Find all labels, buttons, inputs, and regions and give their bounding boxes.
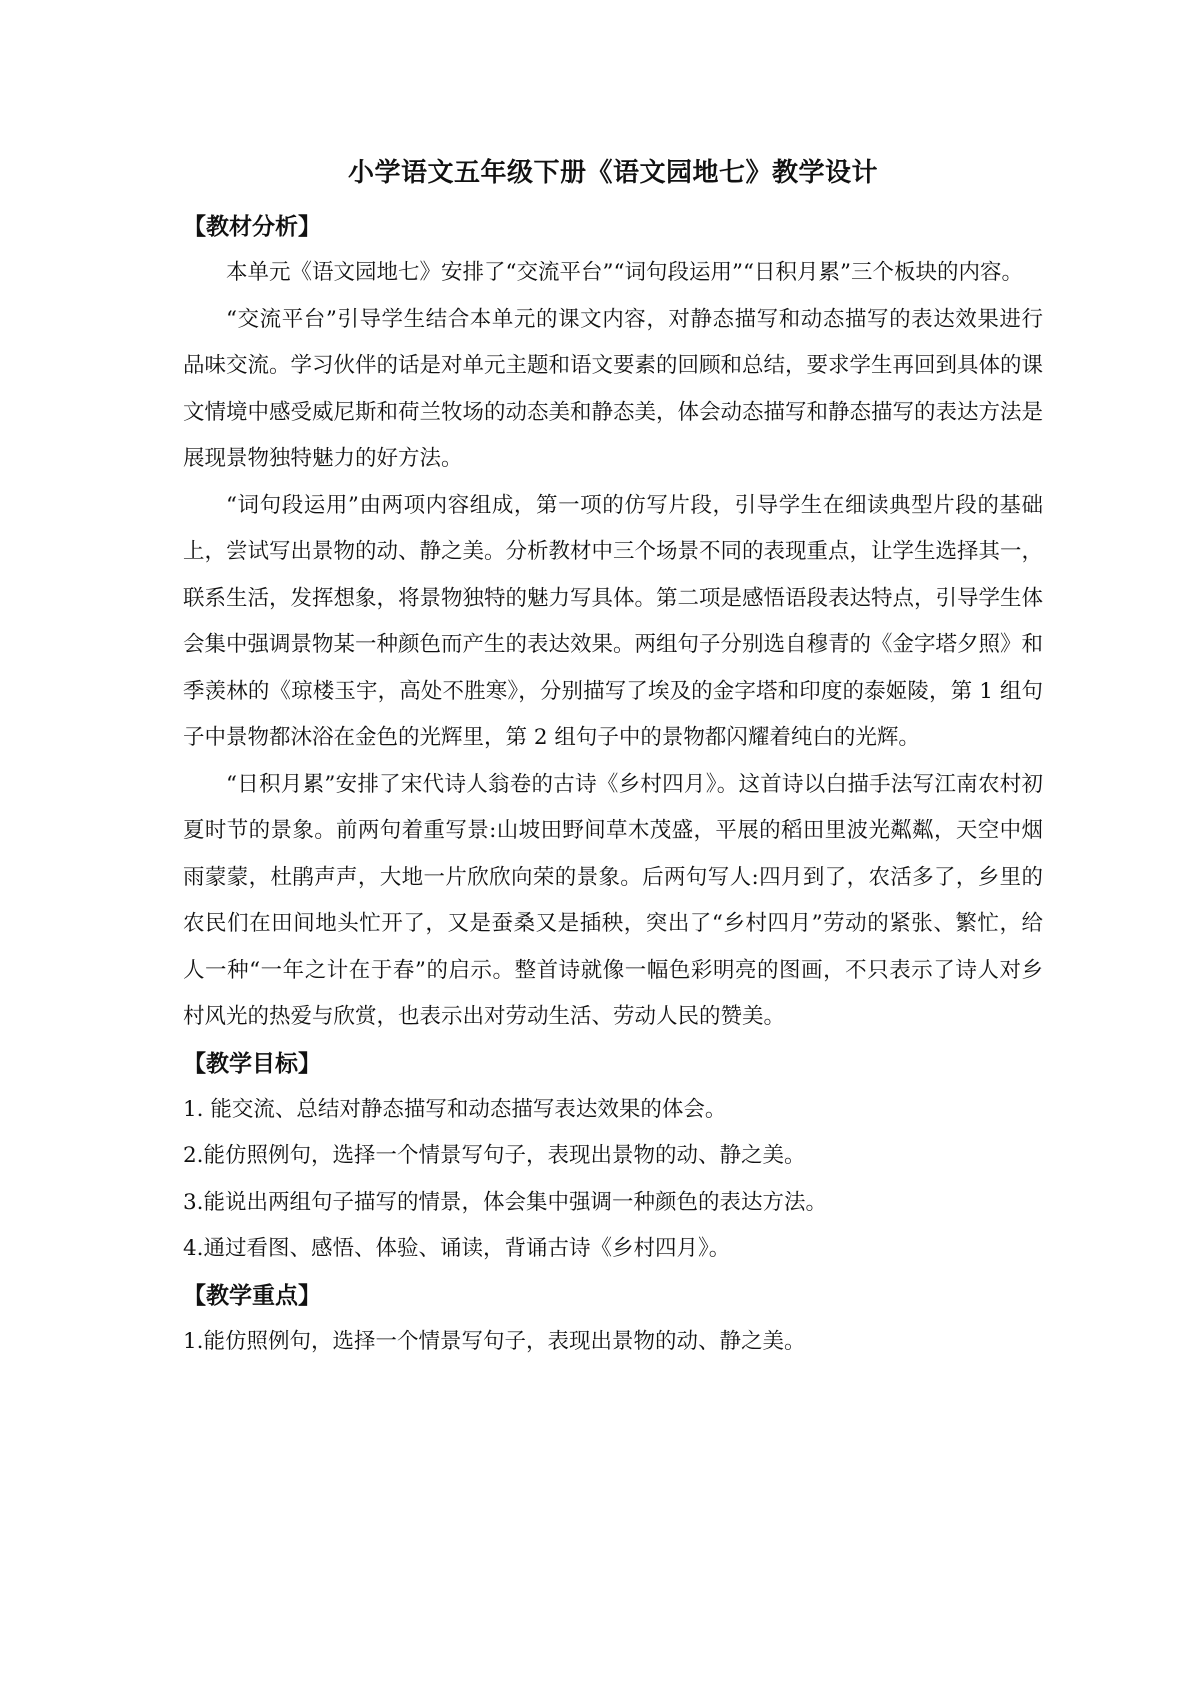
list-item: 4.通过看图、感悟、体验、诵读，背诵古诗《乡村四月》。 <box>183 1236 731 1261</box>
section-heading: 【教学重点】 <box>183 1282 321 1309</box>
section-textbook-analysis <box>183 204 1043 1041</box>
list-item: 3.能说出两组句子描写的情景，体会集中强调一种颜色的表达方法。 <box>183 1189 828 1215</box>
section-heading: 【教材分析】 <box>183 214 321 240</box>
document-body <box>183 150 1043 1365</box>
list-item: 1.能仿照例句，选择一个情景写句子，表现出景物的动、静之美。 <box>183 1328 806 1354</box>
paragraph: 本单元《语文园地七》安排了“交流平台”“词句段运用”“日积月累”三个板块的内容。 <box>226 260 1023 285</box>
section-heading: 【教学目标】 <box>183 1050 321 1077</box>
document-title: 小学语文五年级下册《语文园地七》教学设计 <box>347 158 878 188</box>
paragraph: “词句段运用”由两项内容组成，第一项的仿写片段，引导学生在细读典型片段的基础上，尝试写出景物的动、静之美。分析教材中三个场景不同的表现重点，让学生选择其一，联系生活，发挥想象，将景物独特的魅力写具体。第二项是感悟语段表达特点，引导学生体会集中强调景物某一种颜色而产生的表达效果。两组句子分别选自穆青的《金字塔夕照》和季羡林的《琼楼玉宇，高处不胜寒》，分别描写了埃及的金字塔和印度的泰姬陵，第 1 组句子中景物都沐浴在金色的光辉里，第 2 组句子中的景物都闪耀着纯白的光辉。 <box>183 492 1044 750</box>
list-item: 1. 能交流、总结对静态描写和动态描写表达效果的体会。 <box>183 1096 727 1122</box>
list-item: 2.能仿照例句，选择一个情景写句子，表现出景物的动、静之美。 <box>183 1143 806 1168</box>
paragraph: “日积月累”安排了宋代诗人翁卷的古诗《乡村四月》。这首诗以白描手法写江南农村初夏时节的景象。前两句着重写景:山坡田野间草木茂盛，平展的稻田里波光粼粼，天空中烟雨蒙蒙，杜鹃声声，大地一片欣欣向荣的景象。后两句写人:四月到了，农活多了，乡里的农民们在田间地头忙开了，又是蚕桑又是插秧，突出了“乡村四月”劳动的紧张、繁忙，给人一种“一年之计在于春”的启示。整首诗就像一幅色彩明亮的图画，不只表示了诗人对乡村风光的热爱与欣赏，也表示出对劳动生活、劳动人民的赞美。 <box>183 771 1043 1029</box>
section-teaching-focus <box>183 1273 1043 1366</box>
section-teaching-goals <box>183 1041 1043 1273</box>
paragraph: “交流平台”引导学生结合本单元的课文内容，对静态描写和动态描写的表达效果进行品味交流。学习伙伴的话是对单元主题和语文要素的回顾和总结，要求学生再回到具体的课文情境中感受威尼斯和荷兰牧场的动态美和静态美，体会动态描写和静态描写的表达方法是展现景物独特魅力的好方法。 <box>183 306 1044 471</box>
